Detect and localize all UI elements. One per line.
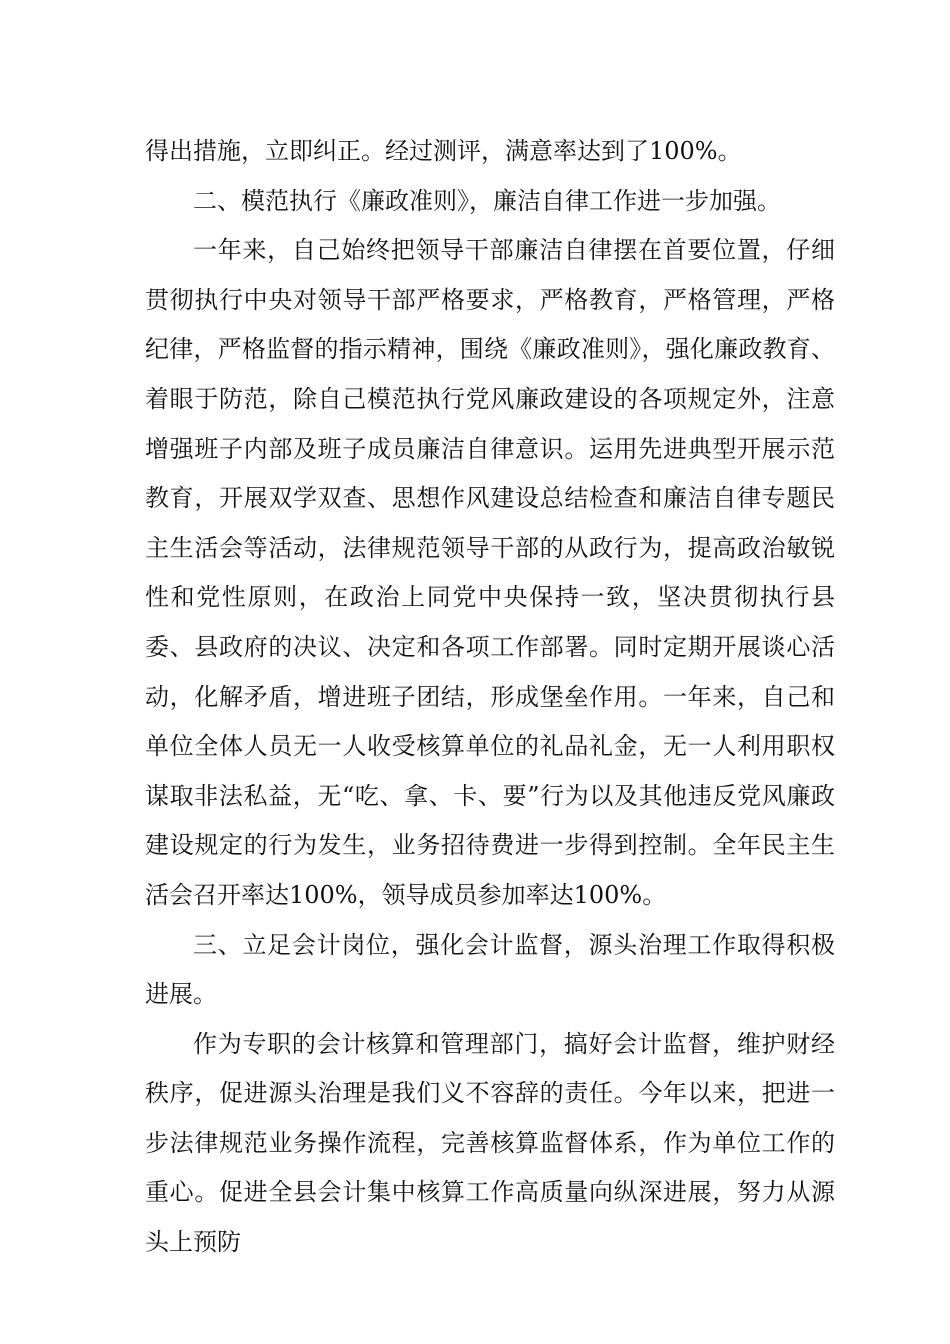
document-body	[145, 127, 835, 1268]
paragraph-section-3-body: 作为专职的会计核算和管理部门，搞好会计监督，维护财经秩序，促进源头治理是我们义不容辞的责任。今年以来，把进一步法律规范业务操作流程，完善核算监督体系，作为单位工作的重心。促进全县会计集中核算工作高质量向纵深进展，努力从源头上预防	[145, 1029, 835, 1257]
section-heading-2: 二、模范执行《廉政准则》，廉洁自律工作进一步加强。	[193, 186, 781, 215]
paragraph-continuation: 得出措施，立即纠正。经过测评，满意率达到了100%。	[145, 137, 742, 165]
section-heading-3: 三、立足会计岗位，强化会计监督，源头治理工作取得积极进展。	[145, 930, 835, 1009]
paragraph-section-2-body: 一年来，自己始终把领导干部廉洁自律摆在首要位置，仔细贯彻执行中央对领导干部严格要求，严格教育，严格管理，严格纪律，严格监督的指示精神，围绕《廉政准则》，强化廉政教育、着眼于防范，除自己模范执行党风廉政建设的各项规定外，注意增强班子内部及班子成员廉洁自律意识。运用先进典型开展示范教育，开展双学双查、思想作风建设总结检查和廉洁自律专题民主生活会等活动，法律规范领导干部的从政行为，提高政治敏锐性和党性原则，在政治上同党中央保持一致，坚决贯彻执行县委、县政府的决议、决定和各项工作部署。同时定期开展谈心活动，化解矛盾，增进班子团结，形成堡垒作用。一年来，自己和单位全体人员无一人收受核算单位的礼品礼金，无一人利用职权谋取非法私益，无“吃、拿、卡、要”行为以及其他违反党风廉政建设规定的行为发生，业务招待费进一步得到控制。全年民主生活会召开率达100%，领导成员参加率达100%。	[145, 236, 835, 909]
